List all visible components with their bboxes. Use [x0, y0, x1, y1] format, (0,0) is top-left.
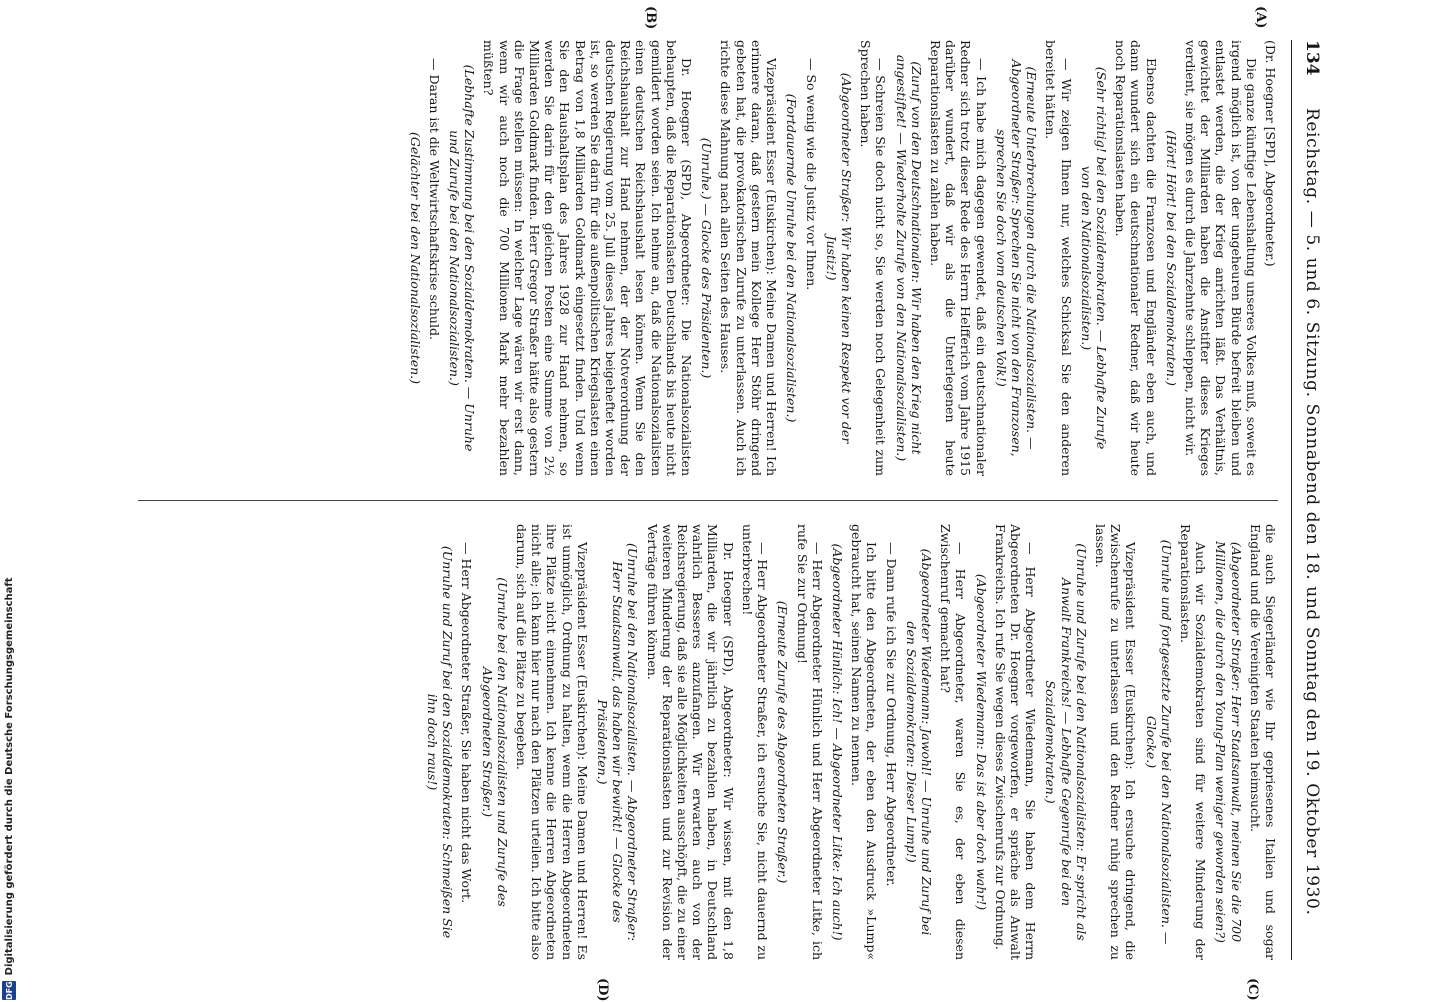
interjection: (Abgeordneter Straßer: Herr Staatsanwalt, meinen Sie die 700 Millionen, die durch den Young-Plan weniger geworden seien?): [1213, 541, 1244, 943]
paragraph: Ich bitte den Abgeordneten, der eben den Ausdruck »Lump« gebraucht hat, seinen Namen zu nennen.: [849, 524, 880, 960]
interjection: (Abgeordneter Wiedemann: Das ist aber doch wahr!): [973, 573, 989, 911]
interjection: (Lebhafte Zustimmung bei den Sozialdemokraten. — Unruhe und Zurufe bei den Nationalsozialisten.): [447, 64, 478, 452]
interjection: (Unruhe und Zurufe bei den Nationalsozialisten: Er spricht als Anwalt Frankreichs! — Lebhafte Gegenrufe bei den Sozialdemokraten.): [1043, 543, 1089, 941]
interjection: (Erneute Unterbrechungen durch die Nationalsozialisten. — Abgeordneter Straßer: Sprechen Sie nicht von den Franzosen, sprechen Sie doch vom deutschen Volk!): [993, 59, 1040, 457]
paragraph: — Herr Abgeordneter Straßer, ich ersuche Sie, nicht dauernd zu unterbrechen!: [739, 524, 771, 960]
interjection: (Abgeordneter Hünlich: Ich! — Abgeordneter Litke: Ich auch!): [829, 543, 845, 941]
paragraph: — Herr Abgeordneter Wiedemann, Sie haben dem Herrn Abgeordneten Dr. Hoegner vorgeworfen, er spräche als Anwalt Frankreichs. Ich rufe Sie wegen dieses Zwischenrufs zur Ordnung.: [992, 524, 1039, 960]
page-number: 134: [1302, 40, 1322, 76]
paragraph: Auch wir Sozialdemokraten sind für weitere Minderung der Reparationslasten.: [1177, 524, 1209, 960]
paragraph: Vizepräsident Esser (Euskirchen): Meine Damen und Herren! Ich erinnere daran, daß gestern mein Kollege Herr Stöhr dringend gebeten hat, die provokatorischen Zurufe zu unterlassen. Auch ich richte diese Mahnung nach allen Seiten des Hauses.: [718, 40, 780, 476]
interjection: (Unruhe und fortgesetzte Zurufe bei den Nationalsozialisten. — Glocke.): [1143, 539, 1174, 945]
page-header: [1291, 40, 1332, 960]
paragraph: Vizepräsident Esser (Euskirchen): Meine Damen und Herren! Es ist unmöglich, Ordnung zu halten, wenn die Herren Abgeordneten ihre Plätze nicht einnehmen. Ich kenne die Herren Abgeordneten nicht alle; ich kann hier nur nach den Plätzen urteilen. Ich bitte also darum, sich auf die Plätze zu begeben.: [514, 524, 590, 960]
column-divider: [138, 500, 1278, 501]
interjection: (Unruhe bei den Nationalsozialisten und Zurufe des Abgeordneten Straßer.): [479, 577, 510, 907]
interjection: (Hört! Hört! bei den Sozialdemokraten.): [1163, 130, 1179, 386]
paragraph: — Schreien Sie doch nicht so, Sie werden noch Gelegenheit zum Sprechen haben.: [858, 40, 889, 476]
margin-mark-a: (A): [1253, 6, 1268, 29]
margin-mark-b: (B): [643, 6, 658, 30]
paragraph: — Daran ist die Weltwirtschaftskrise schuld.: [426, 58, 442, 340]
margin-mark-c: (C): [1245, 978, 1260, 1001]
dfg-logo-icon: DFG: [2, 981, 16, 1000]
running-head: Reichstag. — 5. und 6. Sitzung. Sonnabend den 18. und Sonntag den 19. Oktober 1930.: [1302, 108, 1322, 916]
interjection: (Unruhe bei den Nationalsozialisten. — Abgeordneter Straßer: Herr Staatsanwalt, das haben wir bewirkt! — Glocke des Präsidenten.): [595, 542, 641, 942]
paragraph: Die ganze künftige Lebenshaltung unseres Volkes muß, soweit es irgend möglich ist, von der ungeheuren Bürde befreit bleiben und entlastet werden, die der Krieg anrichten läßt. Das Verhältnis, gewichtet der Milliarden haben die Anstifter dieses Krieges verdient, sie mögen es durch die Jahrzehnte schleppen, nicht wir.: [1182, 40, 1259, 476]
digitization-credit: [0, 577, 18, 1000]
paragraph: Dr. Hoegner (SPD), Abgeordneter: Die Nationalsozialisten behaupten, daß die Reparationslasten Deutschlands bis heute nicht gemildert worden seien. Ich nehme an, daß die Nationalsozialisten einen deutschen Reichshaushalt lesen können. Wenn Sie den Reichshaushalt zur Hand nehmen, der der Notverordnung der deutschen Regierung vom 25. Juli dieses Jahres beigeheftet worden ist, so werden Sie darin für die außenpolitischen Kriegslasten einen Betrag von 1,8 Milliarden Goldmark eingesetzt finden. Und wenn Sie den Haushaltsplan des Jahres 1928 zur Hand nehmen, so werden Sie darin für den gleichen Posten eine Summe von 2½ Milliarden Goldmark finden. Herr Gregor Straßer hätte also gestern die Frage stellen müssen: In welcher Lage wären wir erst dann, wenn wir auch noch die 700 Millionen Mark mehr bezahlen müßten?: [481, 40, 695, 476]
paragraph: Dr. Hoegner (SPD), Abgeordneter: Wir wissen, mit den 1,8 Milliarden, die wir jährlich zu bezahlen haben, in Deutschland wahrlich Besseres anzufangen. Wir erwarten auch von der Reichsregierung, daß sie alle Möglichkeiten ausschöpft, die zu einer weiteren Minderung der Reparationslasten und zur Revision der Verträge führen können.: [644, 524, 736, 960]
interjection: (Abgeordneter Wiedemann: Jawohl! — Unruhe und Zuruf bei den Sozialdemokraten: Dieser Lump!): [903, 548, 934, 936]
interjection: (Erneute Zurufe des Abgeordneten Straßer.): [775, 600, 791, 884]
interjection: (Gelächter bei den Nationalsozialisten.): [407, 131, 423, 385]
credit-text: Digitalisierung gefördert durch die Deutsche Forschungsgemeinschaft: [3, 577, 15, 976]
interjection: (Zuruf von den Deutschnationalen: Wir haben den Krieg nicht angestiftet! — Wiederholte Zurufe von den Nationalsozialisten.): [893, 54, 924, 462]
paragraph: — Herr Abgeordneter Straßer, Sie haben nicht das Wort.: [459, 542, 475, 904]
paragraph: (Dr. Hoegner [SPD], Abgeordneter.): [1263, 40, 1278, 267]
paragraph: — Dann rufe ich Sie zur Ordnung, Herr Abgeordneter.: [883, 542, 899, 887]
paragraph: — Wir zeigen Ihnen nur, welches Schicksal Sie den anderen bereitet hätten.: [1043, 40, 1074, 476]
interjection: (Unruhe.) — Glocke des Präsidenten.): [699, 137, 715, 379]
paragraph: — Herr Abgeordneter, waren Sie es, der eben diesen Zwischenruf gemacht hat?: [938, 524, 969, 960]
left-column: [128, 40, 1278, 476]
interjection: (Sehr richtig! bei den Sozialdemokraten. — Lebhafte Zurufe von den Nationalsozialisten.): [1078, 66, 1109, 450]
paragraph: — Herr Abgeordneter Hünlich und Herr Abgeordneter Litke, ich rufe Sie zur Ordnung!: [794, 524, 825, 960]
paragraph: — So wenig wie die Justiz vor Ihnen.: [803, 58, 819, 291]
paragraph: Vizepräsident Esser (Euskirchen): Ich ersuche dringend, die Zwischenrufe zu unterlassen und den Redner ruhig sprechen zu lassen.: [1092, 524, 1139, 960]
margin-mark-d: (D): [595, 978, 610, 1002]
interjection: (Abgeordneter Straßer: Wir haben keinen Respekt vor der Justiz!): [823, 72, 854, 444]
interjection: (Unruhe und Zuruf bei den Sozialdemokraten: Schmeißen Sie ihn doch raus!): [425, 545, 456, 939]
scanned-page: [110, 0, 1370, 1000]
interjection: (Fortdauernde Unruhe bei den Nationalsozialisten.): [784, 93, 800, 423]
right-column: [128, 524, 1278, 960]
paragraph: die auch Siegerländer wie Ihr gepriesenes Italien und sogar England und die Vereinigten Staaten heimsucht.: [1247, 524, 1278, 960]
paragraph: Ebenso dachten die Franzosen und Engländer eben auch, und dann wundert sich ein deutschnationaler Redner, daß wir heute noch Reparationslasten haben.: [1113, 40, 1159, 476]
paragraph: — Ich habe mich dagegen gewendet, daß ein deutschnationaler Redner sich trotz dieser Rede des Herrn Helfferich vom Jahre 1915 darüber wundert, daß wir als die Unterlegenen heute Reparationslasten zu zahlen haben.: [927, 40, 989, 476]
